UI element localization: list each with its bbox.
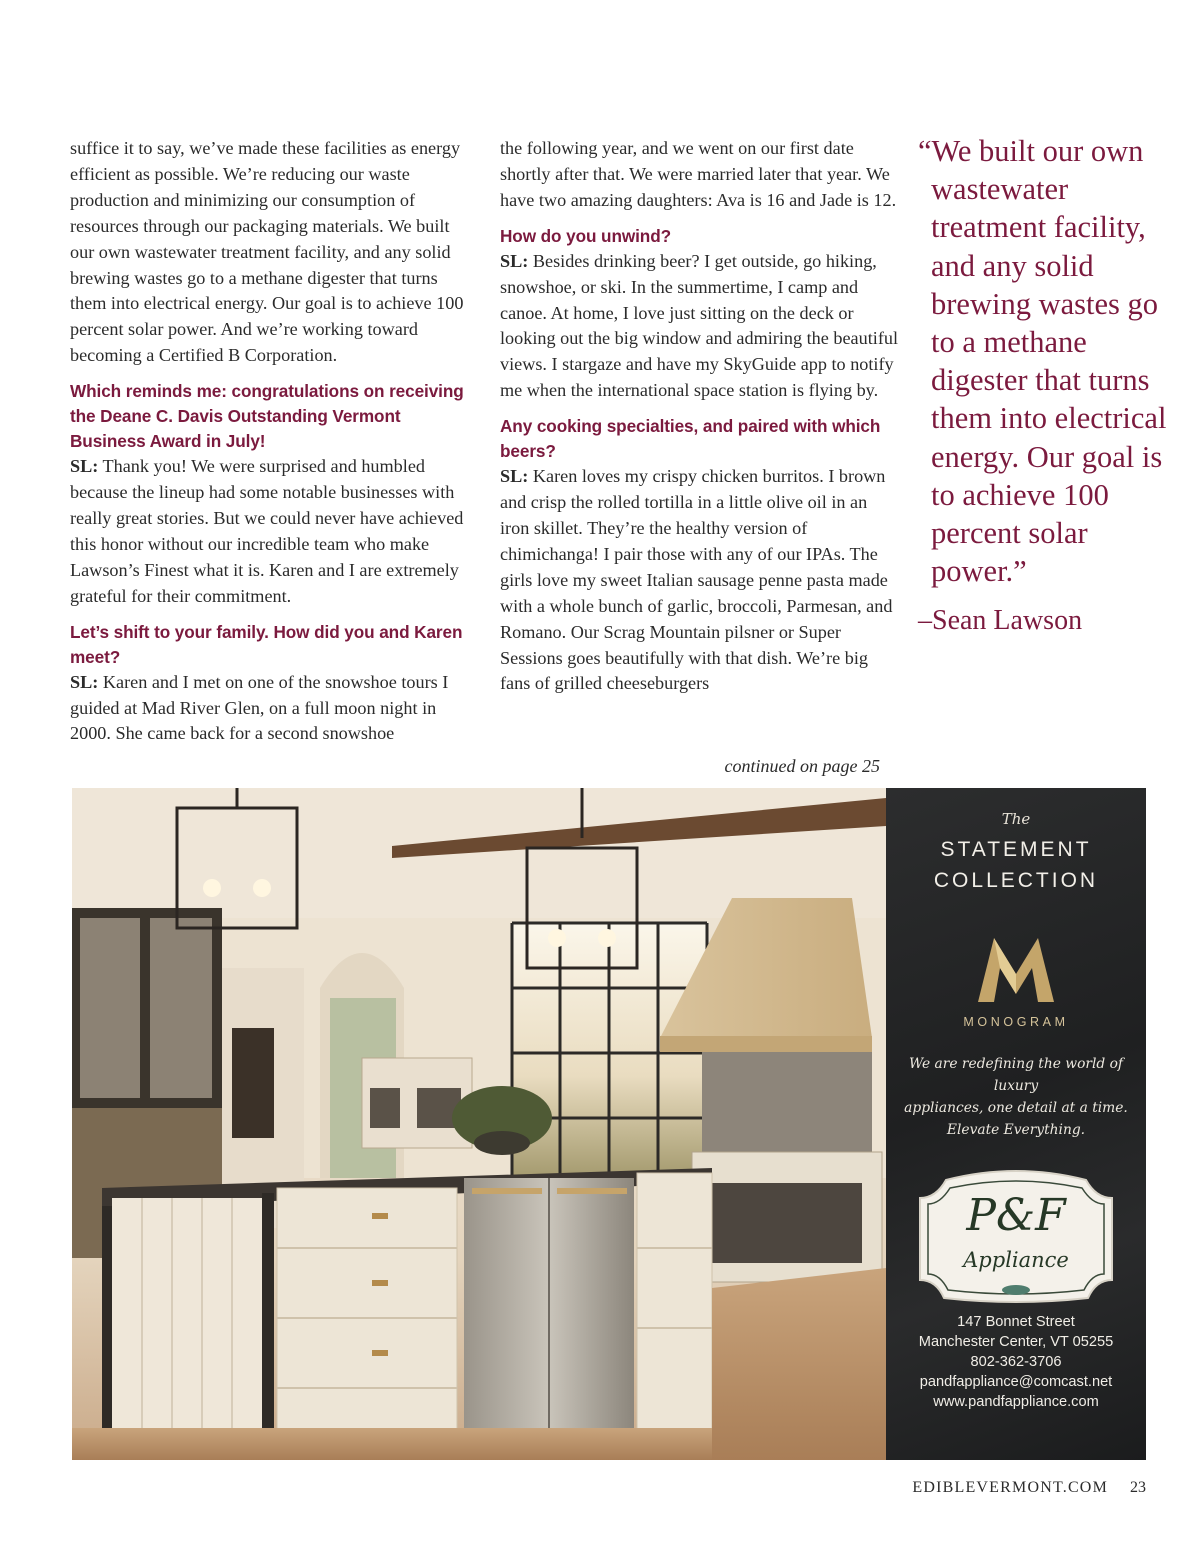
article-column-2 <box>500 136 900 707</box>
question-family: Let’s shift to your family. How did you and Karen meet? <box>70 621 463 667</box>
article-column-1 <box>70 136 470 757</box>
ad-contact <box>886 1312 1146 1412</box>
pull-quote <box>918 132 1178 641</box>
ad-website[interactable]: www.pandfappliance.com <box>933 1394 1099 1410</box>
kitchen-photo <box>72 788 886 1460</box>
speaker-label: SL: <box>500 250 529 271</box>
answer-award <box>70 454 470 609</box>
ad-tagline-line3: Elevate Everything. <box>946 1122 1086 1138</box>
ad-tagline-line1: We are redefining the world of luxury <box>908 1056 1124 1094</box>
monogram-logo-icon <box>886 934 1146 1009</box>
ad-brand: MONOGRAM <box>963 1015 1069 1029</box>
answer-cooking-text: Karen loves my crispy chicken burritos. I brown and crisp the rolled tortilla in a little olive oil in an iron skillet. They’re the healthy version of chimichanga! I pair those with any of our IPAs. The girls love my sweet Italian sausage penne pasta made with a whole bunch of garlic, broccoli, Parmesan, and Romano. Our Scrag Mountain pilsner or Super Sessions goes beautifully with that dish. We’re big fans of grilled cheeseburgers <box>500 466 893 694</box>
question-award: Which reminds me: congratulations on receiving the Deane C. Davis Outstanding Vermont Business Award in July! <box>70 381 464 452</box>
answer-family <box>70 670 470 748</box>
column2-lead-paragraph: the following year, and we went on our first date shortly after that. We were married later that year. We have two amazing daughters: Ava is 16 and Jade is 12. <box>500 138 897 210</box>
question-unwind: How do you unwind? <box>500 225 671 246</box>
question-cooking: Any cooking specialties, and paired with which beers? <box>500 416 881 462</box>
continued-link[interactable]: continued on page 25 <box>724 756 880 776</box>
speaker-label: SL: <box>70 456 99 477</box>
ad-the: The <box>1001 810 1031 828</box>
answer-award-text: Thank you! We were surprised and humbled because the lineup had some notable businesses with really great stories. But we could never have achieved this honor without our incredible team who make Lawson’s Finest what it is. Karen and I are extremely grateful for their commitment. <box>70 456 464 606</box>
ad-statement-line: STATEMENT <box>940 838 1092 861</box>
ad-address-city: Manchester Center, VT 05255 <box>918 1334 1114 1350</box>
ad-address-street: 147 Bonnet Street <box>957 1314 1075 1330</box>
speaker-label: SL: <box>500 466 529 487</box>
answer-cooking <box>500 464 900 697</box>
pull-quote-attribution: –Sean Lawson <box>918 605 1083 637</box>
footer-site[interactable]: EDIBLEVERMONT.COM <box>912 1479 1108 1496</box>
ad-email[interactable]: pandfappliance@comcast.net <box>919 1374 1113 1390</box>
speaker-label: SL: <box>70 671 99 692</box>
page-footer <box>820 1479 1146 1497</box>
pull-quote-text: “We built our own wastewater treatment facility, and any solid brewing wastes go to a methane digester that turns them into electrical energy. Our goal is to achieve 100 percent solar power.” <box>918 134 1167 589</box>
answer-family-text: Karen and I met on one of the snowshoe tours I guided at Mad River Glen, on a full moon night in 2000. She came back for a second snowshoe <box>70 671 449 744</box>
kitchen-illustration <box>72 788 886 1460</box>
pf-appliance-logo <box>906 1168 1126 1306</box>
ad-collection-line: COLLECTION <box>933 869 1099 892</box>
ad-tagline-line2: appliances, one detail at a time. <box>904 1100 1128 1116</box>
pf-logo-mark: P&F <box>966 1190 1066 1241</box>
ad-phone[interactable]: 802-362-3706 <box>970 1354 1062 1370</box>
ad-statement-collection <box>886 834 1146 896</box>
ad-tagline <box>886 1053 1146 1141</box>
pf-logo-subtitle: Appliance <box>963 1248 1069 1272</box>
answer-unwind-text: Besides drinking beer? I get outside, go hiking, snowshoe, or ski. In the summertime, I camp and canoe. At home, I love just sitting on the deck or looking out the big window and admiring the beautiful views. I stargaze and have my SkyGuide app to notify me when the international space station is flying by. <box>500 250 899 401</box>
answer-unwind <box>500 249 900 404</box>
column1-lead-paragraph: suffice it to say, we’ve made these facilities as energy efficient as possible. We’re reducing our waste production and minimizing our consumption of resources through our packaging materials. We built our own wastewater treatment facility, and any solid brewing wastes go to a methane digester that turns them into electrical energy. Our goal is to achieve 100 percent solar power. And we’re working toward becoming a Certified B Corporation. <box>70 138 464 366</box>
monogram-advertisement[interactable] <box>886 788 1146 1460</box>
page-number: 23 <box>1130 1479 1146 1496</box>
